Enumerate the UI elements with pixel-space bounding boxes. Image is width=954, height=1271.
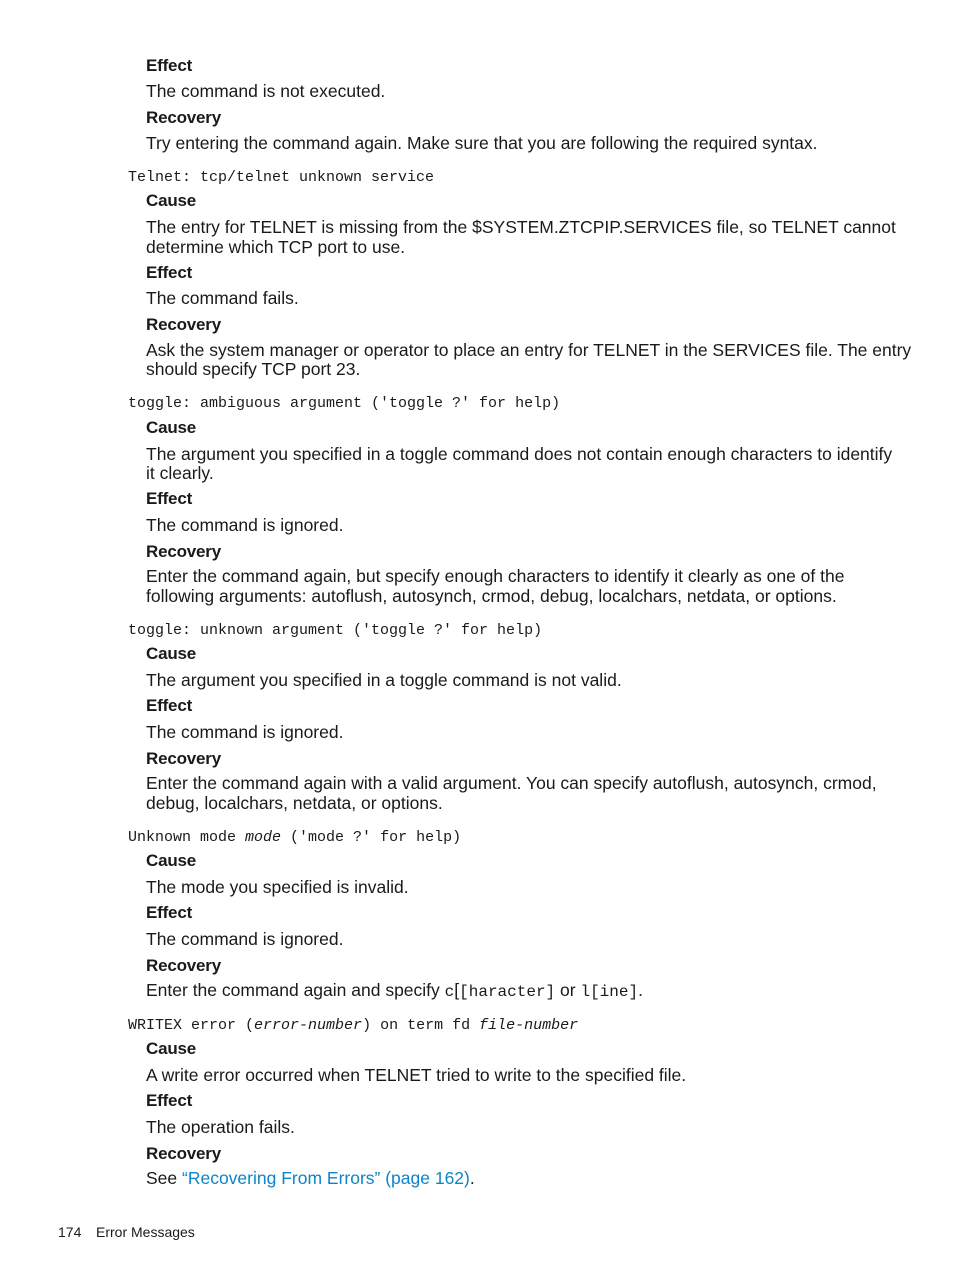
error-message-toggle-unknown: toggle: unknown argument ('toggle ?' for help) bbox=[128, 622, 543, 639]
error-message-unknown-mode bbox=[128, 828, 461, 848]
recovery-heading: Recovery bbox=[146, 749, 221, 768]
error-message-telnet: Telnet: tcp/telnet unknown service bbox=[128, 169, 435, 186]
recovery-text-part: See bbox=[146, 1168, 182, 1188]
recovery-text-part: . bbox=[638, 980, 643, 1000]
effect-text: The operation fails. bbox=[146, 1117, 295, 1137]
effect-text: The command is not executed. bbox=[146, 81, 386, 101]
command-keyword: c bbox=[444, 983, 455, 1001]
effect-heading: Effect bbox=[146, 56, 193, 75]
cause-text-line: determine which TCP port to use. bbox=[146, 237, 406, 257]
cause-heading: Cause bbox=[146, 851, 197, 870]
recovery-heading: Recovery bbox=[146, 1144, 221, 1163]
command-keyword-rest: [ine] bbox=[590, 983, 639, 1001]
error-message-writex bbox=[128, 1016, 578, 1036]
message-variable: file-number bbox=[479, 1017, 579, 1034]
effect-heading: Effect bbox=[146, 263, 193, 282]
message-text: WRITEX error ( bbox=[128, 1017, 255, 1034]
cause-text: A write error occurred when TELNET tried to write to the specified file. bbox=[146, 1065, 687, 1085]
recovery-text-line: debug, localchars, netdata, or options. bbox=[146, 793, 443, 813]
command-keyword: l bbox=[580, 983, 591, 1001]
effect-text: The command fails. bbox=[146, 288, 299, 308]
recovery-text bbox=[146, 1168, 871, 1188]
cause-heading: Cause bbox=[146, 418, 197, 437]
cause-text-line: The argument you specified in a toggle command does not contain enough characters to identify bbox=[146, 444, 893, 464]
cause-heading: Cause bbox=[146, 191, 197, 210]
recovery-text-part: . bbox=[469, 1168, 475, 1188]
effect-text: The command is ignored. bbox=[146, 929, 344, 949]
recovery-heading: Recovery bbox=[146, 108, 221, 127]
recovery-text-line: Enter the command again with a valid argument. You can specify autoflush, autosynch, crmod, bbox=[146, 773, 877, 793]
effect-heading: Effect bbox=[146, 903, 193, 922]
error-message-toggle-ambiguous: toggle: ambiguous argument ('toggle ?' for help) bbox=[128, 395, 561, 412]
recovery-heading: Recovery bbox=[146, 542, 221, 561]
cause-text-line: it clearly. bbox=[146, 463, 214, 483]
cause-text-line: The entry for TELNET is missing from the $SYSTEM.ZTCPIP.SERVICES file, so TELNET cannot bbox=[146, 217, 896, 237]
effect-text: The command is ignored. bbox=[146, 722, 344, 742]
effect-heading: Effect bbox=[146, 1091, 193, 1110]
bracket-open: [ bbox=[454, 980, 460, 1000]
cause-text: The argument you specified in a toggle command is not valid. bbox=[146, 670, 622, 690]
cause-heading: Cause bbox=[146, 644, 197, 663]
recovery-text: Try entering the command again. Make sure that you are following the required syntax. bbox=[146, 133, 818, 153]
recovery-text-part: or bbox=[555, 980, 581, 1000]
recovery-text-line: should specify TCP port 23. bbox=[146, 359, 361, 379]
recovery-text-line: Enter the command again, but specify enough characters to identify it clearly as one of the bbox=[146, 566, 845, 586]
message-text: Unknown mode bbox=[128, 829, 246, 846]
message-text: ('mode ?' for help) bbox=[281, 829, 462, 846]
recovery-heading: Recovery bbox=[146, 956, 221, 975]
cross-reference-link[interactable]: “Recovering From Errors” (page 162) bbox=[182, 1168, 470, 1188]
recovery-text bbox=[146, 980, 871, 1002]
message-variable: error-number bbox=[254, 1017, 363, 1034]
recovery-heading: Recovery bbox=[146, 315, 221, 334]
footer-section-title: Error Messages bbox=[96, 1224, 195, 1240]
cause-heading: Cause bbox=[146, 1039, 197, 1058]
effect-heading: Effect bbox=[146, 696, 193, 715]
recovery-text-part: Enter the command again and specify bbox=[146, 980, 445, 1000]
message-variable: mode bbox=[245, 829, 282, 846]
recovery-text-line: Ask the system manager or operator to place an entry for TELNET in the SERVICES file. The entry bbox=[146, 340, 912, 360]
recovery-text-line: following arguments: autoflush, autosynch, crmod, debug, localchars, netdata, or options. bbox=[146, 586, 837, 606]
command-keyword-rest: [haracter] bbox=[459, 983, 556, 1001]
message-text: ) on term fd bbox=[362, 1017, 480, 1034]
effect-text: The command is ignored. bbox=[146, 515, 344, 535]
effect-heading: Effect bbox=[146, 489, 193, 508]
page-number: 174 bbox=[58, 1224, 82, 1240]
cause-text: The mode you specified is invalid. bbox=[146, 877, 409, 897]
